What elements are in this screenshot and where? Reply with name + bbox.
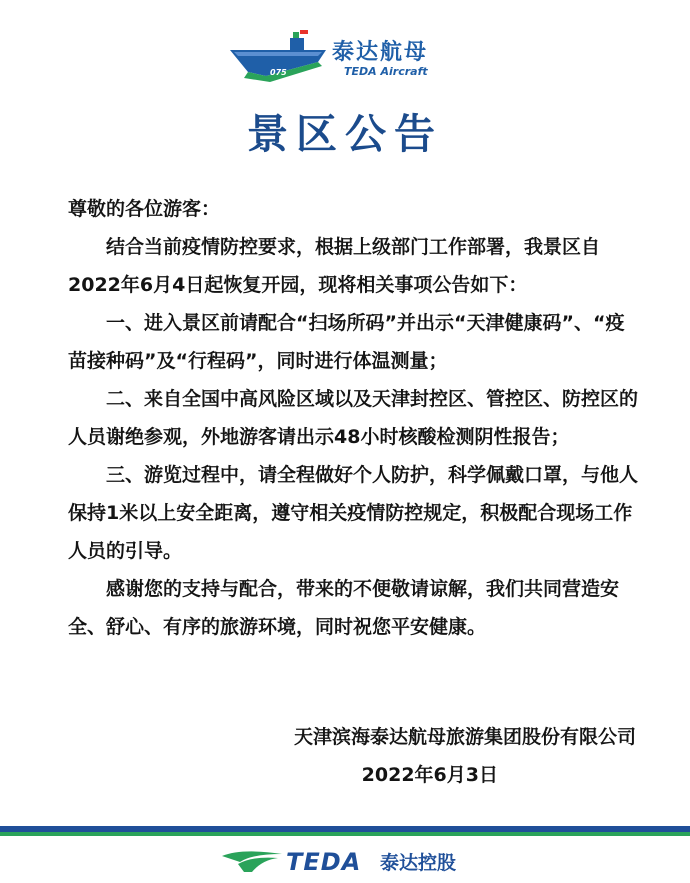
teda-brand-text: TEDA <box>286 848 362 876</box>
signature-date: 2022年6月3日 <box>361 764 498 786</box>
salutation: 尊敬的各位游客： <box>68 198 221 220</box>
intro-paragraph: 结合当前疫情防控要求，根据上级部门工作部署，我景区自2022年6月4日起恢复开园，现将相关事项公告如下： <box>68 236 601 296</box>
hull-number: 075 <box>270 68 287 77</box>
rule-one-paragraph: 一、进入景区前请配合“扫场所码”并出示“天津健康码”、“疫苗接种码”及“行程码”，同时进行体温测量； <box>68 312 625 372</box>
signature-company: 天津滨海泰达航母旅游集团股份有限公司 <box>293 726 636 748</box>
footer-stripe-green <box>0 832 690 836</box>
logo-en-text: TEDA Aircraft <box>344 65 428 78</box>
rule-three-paragraph: 三、游览过程中，请全程做好个人防护，科学佩戴口罩，与他人保持1米以上安全距离，遵守相关疫情防控规定，积极配合现场工作人员的引导。 <box>68 464 639 562</box>
teda-swoosh-icon <box>222 850 282 874</box>
signature-block <box>200 718 636 794</box>
rule-two-paragraph: 二、来自全国中高风险区域以及天津封控区、管控区、防控区的人员谢绝参观，外地游客请出示48小时核酸检测阴性报告； <box>68 388 639 448</box>
notice-body <box>68 190 638 646</box>
teda-aircraft-logo <box>226 28 456 84</box>
teda-brand-cn: 泰达控股 <box>380 852 457 874</box>
closing-paragraph: 感谢您的支持与配合，带来的不便敬请谅解，我们共同营造安全、舒心、有序的旅游环境，同时祝您平安健康。 <box>68 578 620 638</box>
teda-holdings-logo <box>222 848 482 876</box>
notice-title: 景区公告 <box>247 110 443 158</box>
logo-cn-text: 泰达航母 <box>332 40 429 65</box>
